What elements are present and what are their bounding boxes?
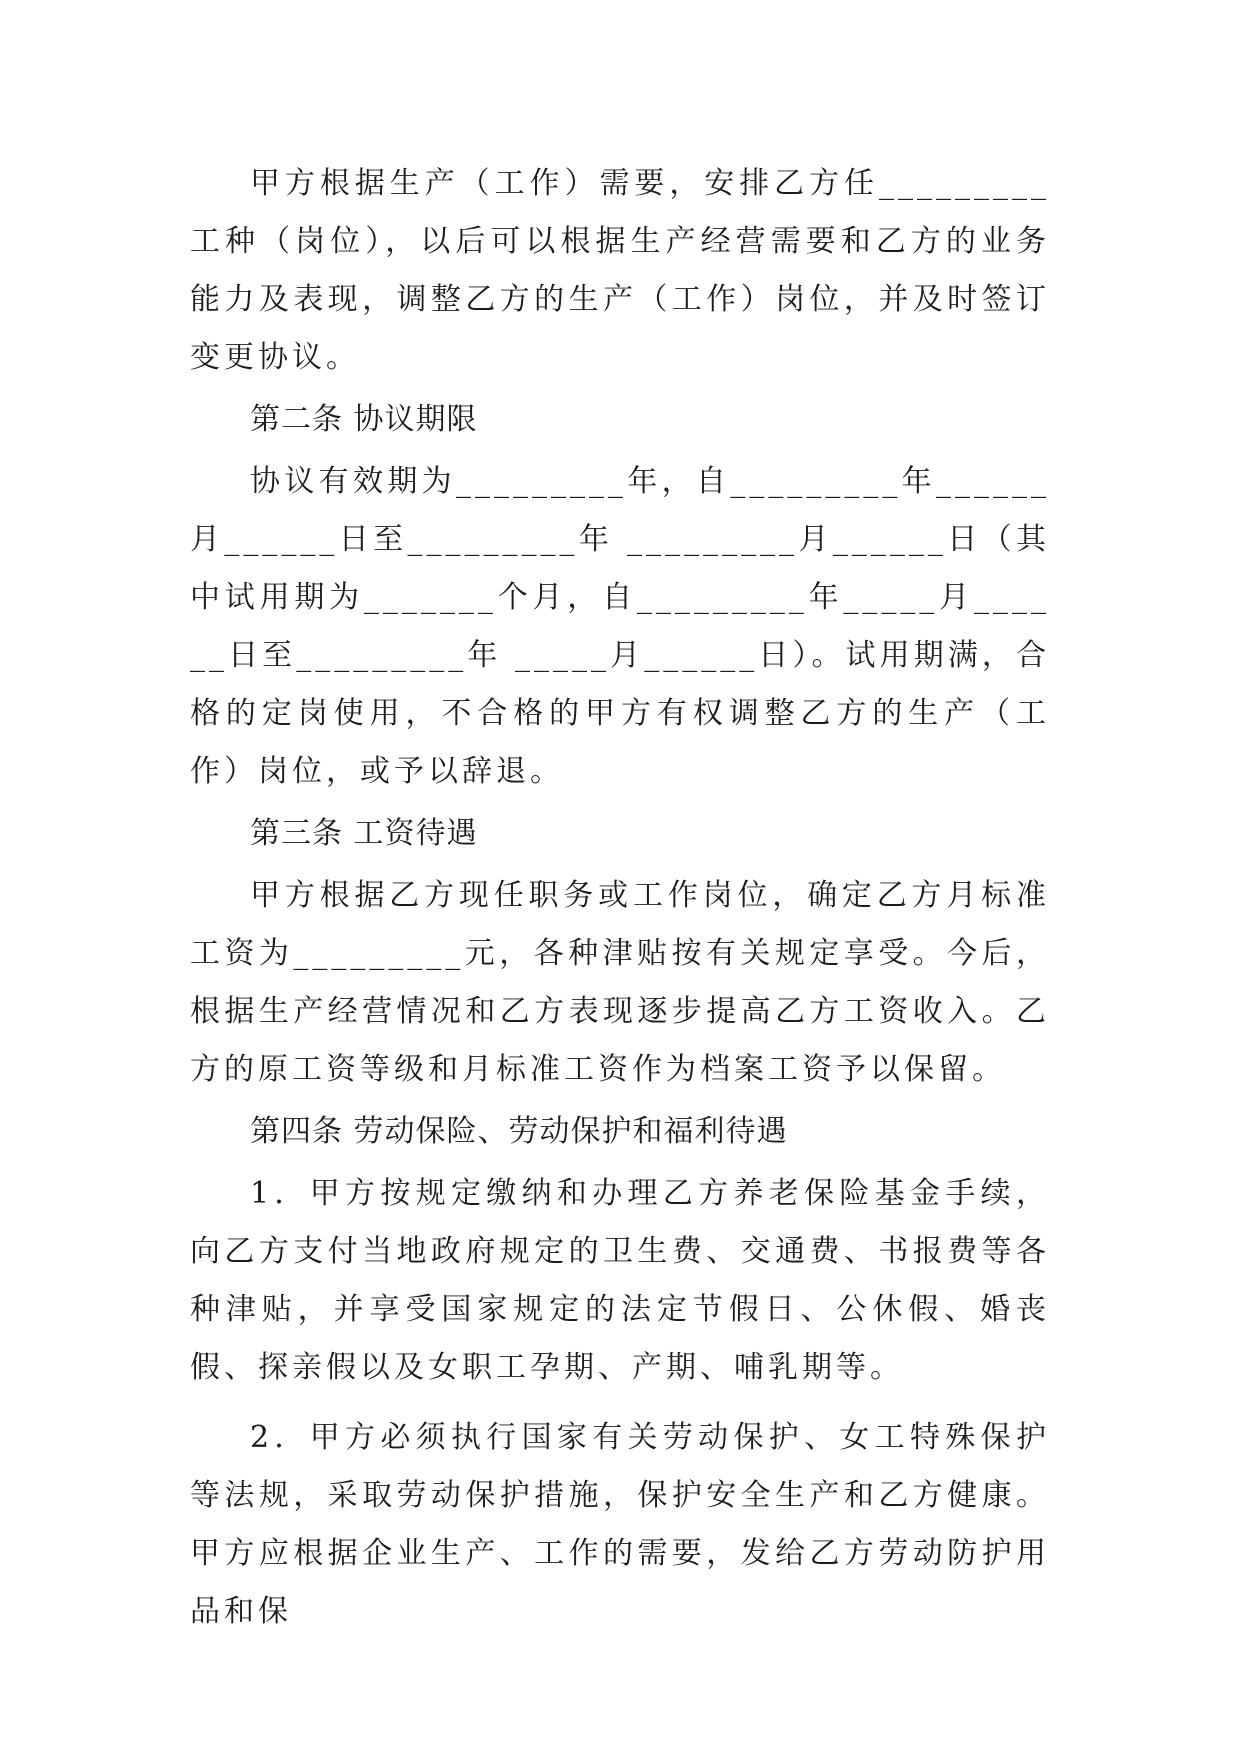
- document-body: [190, 155, 1050, 1641]
- paragraph-agreement-term: 协议有效期为_________年，自_________年______月______日至_________年 _________月______日（其中试用期为_______个月，自_________年_____月______日至_________年 _____月______日）。试用期满，合格的定岗使用，不合格的甲方有权调整乙方的生产（工作）岗位，或予以辞退。: [190, 464, 1050, 789]
- paragraph-insurance: 1．甲方按规定缴纳和办理乙方养老保险基金手续，向乙方支付当地政府规定的卫生费、交通费、书报费等各种津贴，并享受国家规定的法定节假日、公休假、婚丧假、探亲假以及女职工孕期、产期、哺乳期等。: [190, 1176, 1050, 1385]
- paragraph-salary: 甲方根据乙方现任职务或工作岗位，确定乙方月标准工资为_________元，各种津贴按有关规定享受。今后，根据生产经营情况和乙方表现逐步提高乙方工资收入。乙方的原工资等级和月标准工资作为档案工资予以保留。: [190, 878, 1050, 1087]
- paragraph-job-assignment: 甲方根据生产（工作）需要，安排乙方任_________工种（岗位），以后可以根据生产经营需要和乙方的业务能力及表现，调整乙方的生产（工作）岗位，并及时签订变更协议。: [190, 166, 1050, 375]
- heading-article-4: 第四条 劳动保险、劳动保护和福利待遇: [250, 1114, 788, 1149]
- heading-article-2: 第二条 协议期限: [250, 402, 478, 437]
- heading-article-3: 第三条 工资待遇: [250, 816, 478, 851]
- paragraph-labor-protection: 2．甲方必须执行国家有关劳动保护、女工特殊保护等法规，采取劳动保护措施，保护安全生产和乙方健康。甲方应根据企业生产、工作的需要，发给乙方劳动防护用品和保: [190, 1420, 1050, 1629]
